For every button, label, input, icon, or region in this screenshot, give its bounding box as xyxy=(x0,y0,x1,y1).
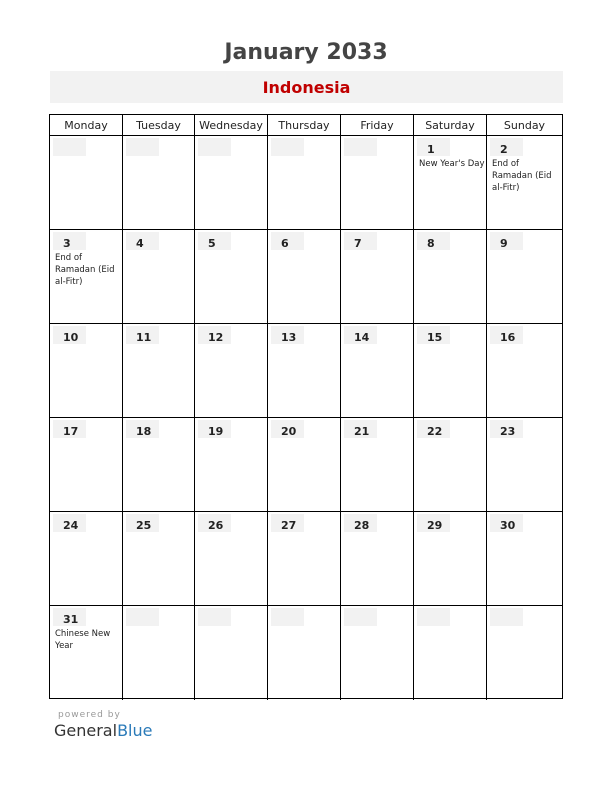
country-name: Indonesia xyxy=(262,78,351,97)
day-cell[interactable] xyxy=(195,230,268,324)
day-cell[interactable] xyxy=(268,512,341,606)
holiday-label: End of Ramadan (Eid al-Fitr) xyxy=(492,159,552,193)
day-number-box xyxy=(344,326,377,344)
day-number-box xyxy=(198,420,231,438)
day-number-box xyxy=(198,514,231,532)
day-number-box xyxy=(417,138,450,156)
day-number-box xyxy=(490,514,523,532)
day-number-box xyxy=(490,420,523,438)
day-number: 22 xyxy=(427,425,443,438)
day-number: 4 xyxy=(136,237,144,250)
day-cell[interactable] xyxy=(195,418,268,512)
day-number: 9 xyxy=(500,237,508,250)
day-number-box xyxy=(126,420,159,438)
day-number-box xyxy=(271,232,304,250)
day-number: 2 xyxy=(500,143,508,156)
country-band xyxy=(50,71,563,103)
day-number: 25 xyxy=(136,519,152,532)
day-number: 3 xyxy=(63,237,71,250)
day-number: 26 xyxy=(208,519,224,532)
day-number: 30 xyxy=(500,519,516,532)
day-number-box xyxy=(53,232,86,250)
day-cell[interactable] xyxy=(341,136,414,230)
day-number-box xyxy=(417,232,450,250)
day-cell[interactable] xyxy=(50,324,123,418)
day-number: 24 xyxy=(63,519,79,532)
powered-by-label: powered by xyxy=(58,710,121,720)
day-cell[interactable] xyxy=(268,418,341,512)
day-number-box xyxy=(53,138,86,156)
day-number: 28 xyxy=(354,519,370,532)
day-number: 31 xyxy=(63,613,79,626)
day-cell[interactable] xyxy=(414,136,487,230)
day-number-box xyxy=(126,326,159,344)
holiday-label: End of Ramadan (Eid al-Fitr) xyxy=(55,253,115,287)
day-number-box xyxy=(271,138,304,156)
day-cell[interactable] xyxy=(195,136,268,230)
day-cell[interactable] xyxy=(123,136,195,230)
day-number-box xyxy=(344,514,377,532)
day-number: 1 xyxy=(427,143,435,156)
day-cell[interactable] xyxy=(414,230,487,324)
day-cell[interactable] xyxy=(341,230,414,324)
day-cell[interactable] xyxy=(268,606,341,700)
day-number-box xyxy=(126,608,159,626)
day-number-box xyxy=(271,420,304,438)
day-number-box xyxy=(344,138,377,156)
day-number-box xyxy=(126,138,159,156)
day-number-box xyxy=(417,514,450,532)
day-number-box xyxy=(417,420,450,438)
page-title: January 2033 xyxy=(224,40,388,65)
day-number-box xyxy=(271,514,304,532)
day-cell[interactable] xyxy=(50,136,123,230)
holiday-label: Chinese New Year xyxy=(55,629,111,651)
day-cell[interactable] xyxy=(341,418,414,512)
holiday-label: New Year's Day xyxy=(419,159,485,169)
day-number-box xyxy=(126,232,159,250)
calendar-grid xyxy=(49,114,563,699)
day-number: 14 xyxy=(354,331,370,344)
day-cell[interactable] xyxy=(50,418,123,512)
day-number: 16 xyxy=(500,331,516,344)
day-number: 21 xyxy=(354,425,370,438)
day-number: 11 xyxy=(136,331,152,344)
day-cell[interactable] xyxy=(195,606,268,700)
day-number-box xyxy=(53,326,86,344)
weekday-header-thursday: Thursday xyxy=(268,115,341,136)
day-number-box xyxy=(344,608,377,626)
day-number: 17 xyxy=(63,425,79,438)
day-cell[interactable] xyxy=(414,418,487,512)
day-number-box xyxy=(417,608,450,626)
day-cell[interactable] xyxy=(487,324,562,418)
weekday-header-wednesday: Wednesday xyxy=(195,115,268,136)
day-number: 29 xyxy=(427,519,443,532)
day-number: 8 xyxy=(427,237,435,250)
day-number: 5 xyxy=(208,237,216,250)
weekday-header-saturday: Saturday xyxy=(414,115,487,136)
day-number-box xyxy=(490,326,523,344)
day-number-box xyxy=(53,608,86,626)
day-cell[interactable] xyxy=(341,606,414,700)
day-number: 27 xyxy=(281,519,297,532)
day-number-box xyxy=(490,232,523,250)
day-cell[interactable] xyxy=(487,606,562,700)
day-cell[interactable] xyxy=(123,230,195,324)
day-cell[interactable] xyxy=(123,418,195,512)
day-number-box xyxy=(344,232,377,250)
brand-general: General xyxy=(54,721,118,740)
day-number-box xyxy=(53,514,86,532)
day-cell[interactable] xyxy=(123,324,195,418)
weekday-header-sunday: Sunday xyxy=(487,115,562,136)
day-number: 12 xyxy=(208,331,224,344)
day-number: 10 xyxy=(63,331,79,344)
day-number-box xyxy=(126,514,159,532)
day-cell[interactable] xyxy=(123,512,195,606)
day-cell[interactable] xyxy=(195,512,268,606)
day-number-box xyxy=(198,232,231,250)
weekday-header-friday: Friday xyxy=(341,115,414,136)
day-cell[interactable] xyxy=(414,324,487,418)
day-cell[interactable] xyxy=(414,606,487,700)
day-cell[interactable] xyxy=(268,136,341,230)
day-number-box xyxy=(198,138,231,156)
day-number: 7 xyxy=(354,237,362,250)
day-number-box xyxy=(417,326,450,344)
day-cell[interactable] xyxy=(341,512,414,606)
day-cell[interactable] xyxy=(341,324,414,418)
day-cell[interactable] xyxy=(487,418,562,512)
weekday-header-tuesday: Tuesday xyxy=(123,115,195,136)
day-number-box xyxy=(53,420,86,438)
day-number: 19 xyxy=(208,425,224,438)
day-number-box xyxy=(344,420,377,438)
day-cell[interactable] xyxy=(268,230,341,324)
day-cell[interactable] xyxy=(487,230,562,324)
day-cell[interactable] xyxy=(50,606,123,700)
brand-blue: Blue xyxy=(117,721,153,740)
day-cell[interactable] xyxy=(123,606,195,700)
day-cell[interactable] xyxy=(487,136,562,230)
day-number-box xyxy=(271,326,304,344)
day-number-box xyxy=(271,608,304,626)
brand-logo[interactable] xyxy=(54,721,152,740)
day-number-box xyxy=(490,608,523,626)
day-number: 13 xyxy=(281,331,297,344)
day-number: 20 xyxy=(281,425,297,438)
day-number-box xyxy=(198,608,231,626)
day-cell[interactable] xyxy=(414,512,487,606)
day-number: 6 xyxy=(281,237,289,250)
day-cell[interactable] xyxy=(50,512,123,606)
day-number: 18 xyxy=(136,425,152,438)
weekday-header-monday: Monday xyxy=(50,115,123,136)
day-number-box xyxy=(198,326,231,344)
day-cell[interactable] xyxy=(195,324,268,418)
day-cell[interactable] xyxy=(268,324,341,418)
day-number: 15 xyxy=(427,331,443,344)
day-number: 23 xyxy=(500,425,516,438)
day-number-box xyxy=(490,138,523,156)
day-cell[interactable] xyxy=(50,230,123,324)
day-cell[interactable] xyxy=(487,512,562,606)
